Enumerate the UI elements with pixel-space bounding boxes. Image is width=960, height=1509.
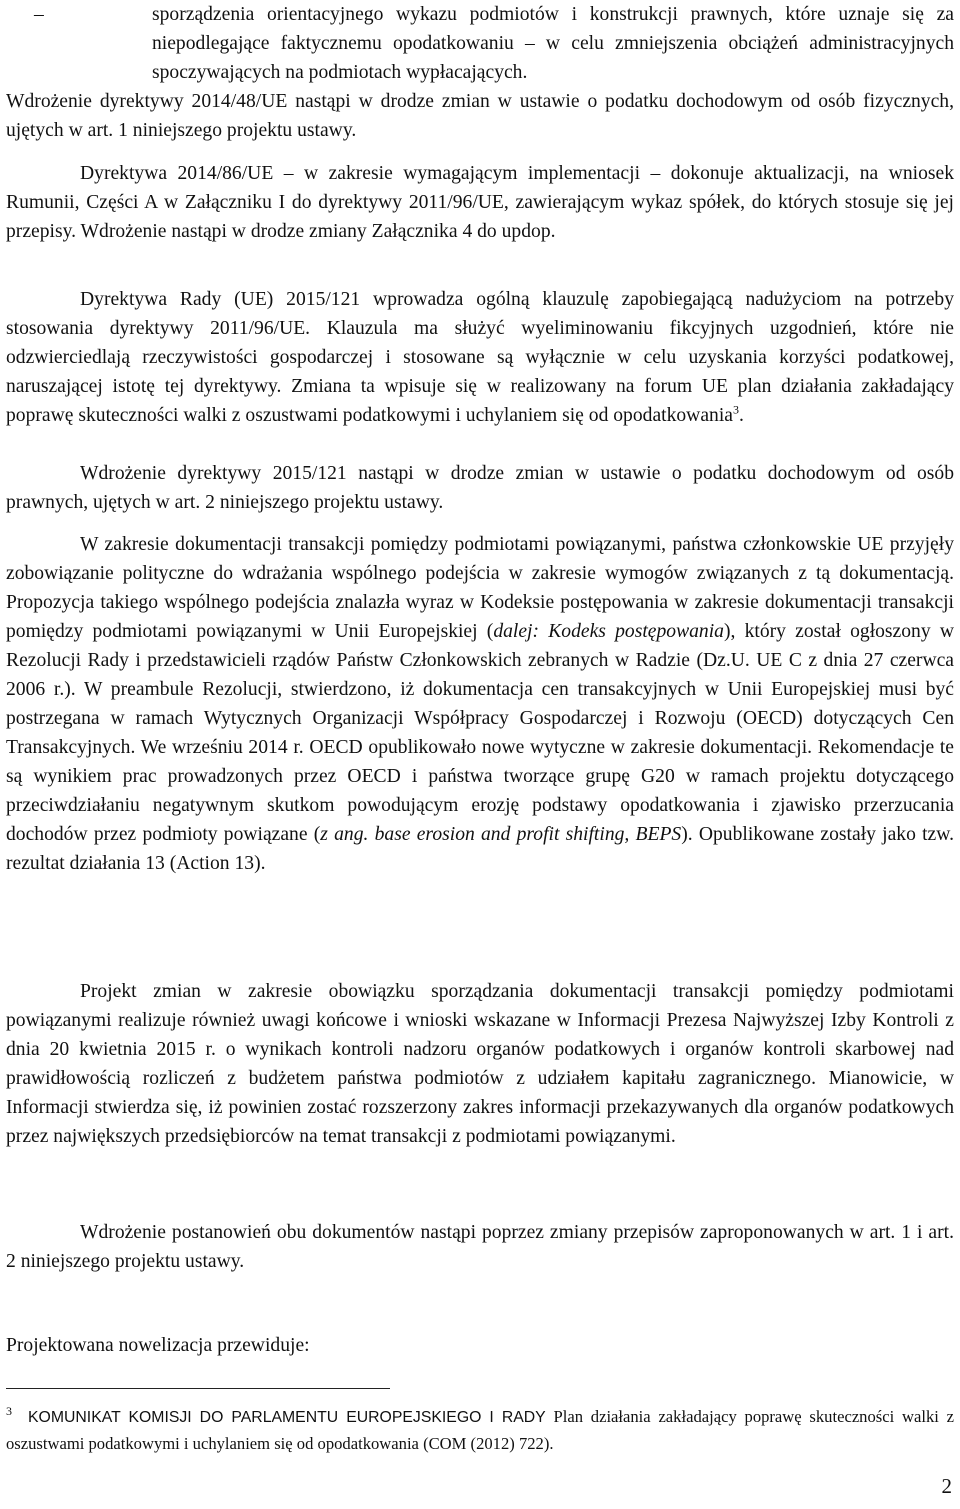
paragraph-directive-121 <box>6 285 954 430</box>
paragraph-implementation-121 <box>6 459 954 517</box>
paragraph-text: Projekt zmian w zakresie obowiązku sporządzania dokumentacji transakcji pomiędzy podmiotami powiązanymi realizuje również uwagi końcowe i wnioski wskazane w Informacji Prezesa Najwyższej Izby Kontroli z dnia 20 kwietnia 2015 r. o wynikach kontroli nadzoru organów podatkowych i organów kontroli skarbowej nad prawidłowością rozliczeń z budżetem państwa podmiotów z udziałem kapitału zagranicznego. Mianowicie, w Informacji stwierdza się, iż powinien zostać rozszerzony zakres informacji przekazywanych dla organów podatkowych przez największych przedsiębiorców na temat transakcji z podmiotami powiązanymi. <box>6 981 954 1147</box>
paragraph-transfer-pricing <box>6 530 954 878</box>
continuation-text: Wdrożenie dyrektywy 2014/48/UE nastąpi w drodze zmian w ustawie o podatku dochodowym od osób fizycznych, ujętych w art. 1 niniejszego projektu ustawy. <box>6 91 954 141</box>
italic-text: z ang. base erosion and profit shifting, BEPS <box>320 824 682 845</box>
dash-item-text: sporządzenia orientacyjnego wykazu podmiotów i konstrukcji prawnych, które uznaje się za niepodlegające faktycznemu opodatkowaniu – w celu zmniejszenia obciążeń administracyjnych spoczywających na podmiotach wypłacających. <box>152 4 954 83</box>
paragraph-text: Projektowana nowelizacja przewiduje: <box>6 1335 310 1356</box>
footnote-mark: 3 <box>6 1404 12 1419</box>
footnote-separator <box>6 1388 390 1389</box>
paragraph-text: W zakresie dokumentacji transakcji pomiędzy podmiotami powiązanymi, państwa członkowskie UE przyjęły zobowiązanie polityczne do wdrażania wspólnego podejścia w zakresie wymogów związanych z tą dokumentacją. Propozycja takiego wspólnego podejścia znalazła wyraz w Kodeksie postępowania w zakresie dokumentacji transakcji pomiędzy podmiotami powiązanymi w Unii Europejskiej ( <box>6 534 954 642</box>
paragraph-directive-86 <box>6 159 954 246</box>
paragraph-text: ), który został ogłoszony w Rezolucji Rady i przedstawicieli rządów Państw Członkowskich zebranych w Radzie (Dz.U. UE C z dnia 27 czerwca 2006 r.). W preambule Rezolucji, stwierdzono, iż dokumentacja cen transakcyjnych w Unii Europejskiej musi być postrzegana w ramach Wytycznych Organizacji Współpracy Gospodarczej i Rozwoju (OECD) dotyczących Cen Transakcyjnych. We wrześniu 2014 r. OECD opublikowało nowe wytyczne w zakresie dokumentacji. Rekomendacje te są wynikiem prac prowadzonych przez OECD i państwa tworzące grupę G20 w ramach projektu dotyczącego przeciwdziałaniu negatywnym skutkom powodującym erozję podstawy opodatkowania i zjawisko przerzucania dochodów przez podmioty powiązane ( <box>6 621 954 845</box>
paragraph-nik-report <box>6 977 954 1151</box>
paragraph-text: ). Opublikowane zostały jako tzw. rezultat działania 13 (Action 13). <box>6 824 955 874</box>
paragraph-amendment-intro <box>6 1331 954 1360</box>
paragraph-text: Dyrektywa Rady (UE) 2015/121 wprowadza ogólną klauzulę zapobiegającą nadużyciom na potrzeby stosowania dyrektywy 2011/96/UE. Klauzula ma służyć wyeliminowaniu fikcyjnych uzgodnień, które nie odzwierciedlają rzeczywistości gospodarczej i stosowane są wyłącznie w celu uzyskania korzyści podatkowej, naruszającej istotę tej dyrektywy. Zmiana ta wpisuje się w realizowany na forum UE plan działania zakładający poprawę skuteczności walki z oszustwami podatkowymi i uchylaniem się od opodatkowania <box>6 289 954 426</box>
footnote <box>6 1404 954 1457</box>
italic-text: dalej: Kodeks postępowania <box>493 621 724 642</box>
footnote-reference: 3 <box>732 402 739 417</box>
footnote-caps-text: KOMUNIKAT KOMISJI DO PARLAMENTU EUROPEJSKIEGO I RADY <box>28 1409 546 1426</box>
paragraph-text: Wdrożenie dyrektywy 2015/121 nastąpi w drodze zmian w ustawie o podatku dochodowym od osób prawnych, ujętych w art. 2 niniejszego projektu ustawy. <box>6 463 954 513</box>
dash-bullet: – <box>34 4 44 25</box>
footnote-text: Plan działania zakładający poprawę skuteczności walki z oszustwami podatkowymi i uchylaniem się od opodatkowania (COM (2012) 722). <box>6 1407 954 1453</box>
page-number: 2 <box>941 1474 952 1498</box>
paragraph-end: . <box>738 405 744 426</box>
paragraph-implementation <box>6 1218 954 1276</box>
dash-list-item <box>6 0 954 87</box>
paragraph-text: Dyrektywa 2014/86/UE – w zakresie wymagającym implementacji – dokonuje aktualizacji, na wniosek Rumunii, Części A w Załączniku I do dyrektywy 2011/96/UE, zawierającym wykaz spółek, do których stosuje się jej przepisy. Wdrożenie nastąpi w drodze zmiany Załącznika 4 do updop. <box>6 163 954 242</box>
directive-48-continuation <box>6 87 954 145</box>
paragraph-text: Wdrożenie postanowień obu dokumentów nastąpi poprzez zmiany przepisów zaproponowanych w art. 1 i art. 2 niniejszego projektu ustawy. <box>6 1222 954 1272</box>
